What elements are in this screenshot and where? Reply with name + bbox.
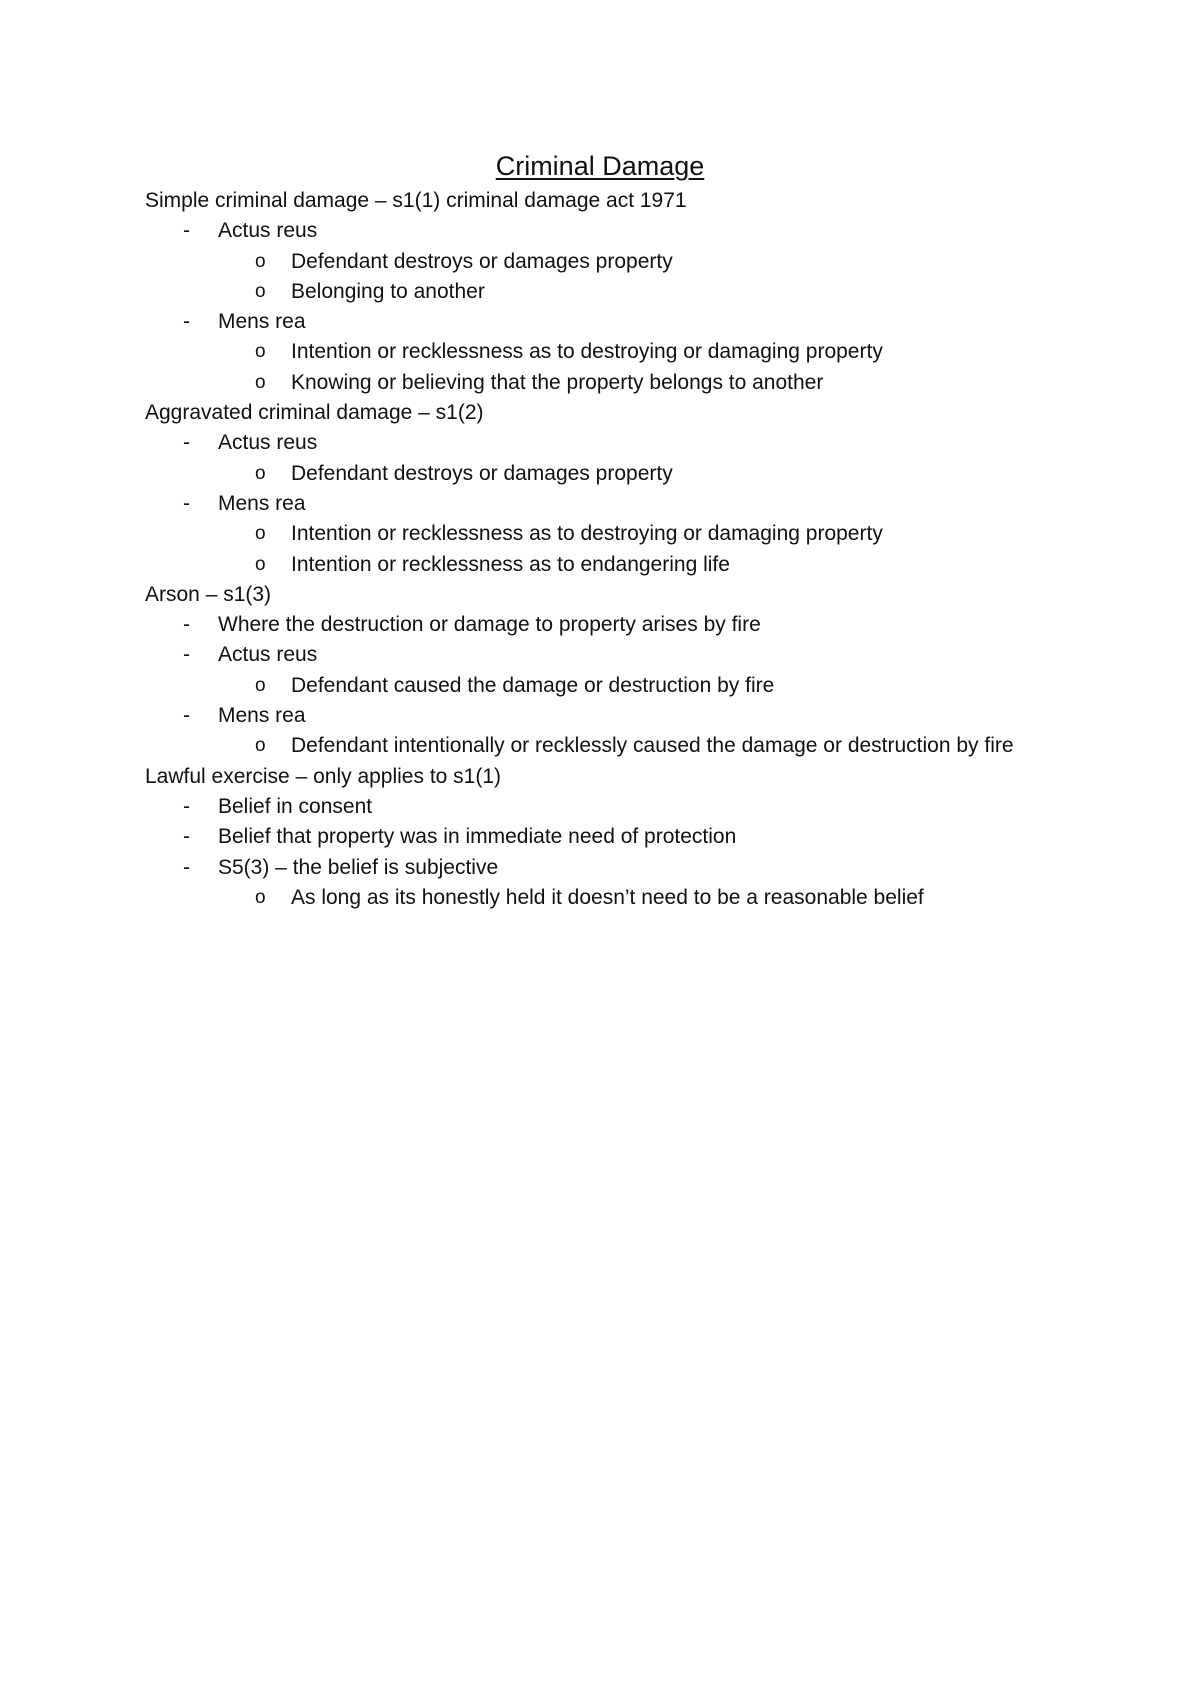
sub-list-item: o Intention or recklessness as to destroying or damaging property [145, 337, 1045, 367]
list-item: - Belief that property was in immediate need of protection [145, 822, 1045, 852]
list-item: - Where the destruction or damage to property arises by fire [145, 610, 1045, 640]
dash-bullet: - [183, 310, 190, 334]
dash-bullet: - [183, 613, 190, 637]
sub-list-item: o Defendant destroys or damages property [145, 247, 1045, 277]
list-item: - Actus reus [145, 216, 1045, 246]
dash-bullet: - [183, 704, 190, 728]
sub-list-item: o Defendant caused the damage or destruction by fire [145, 671, 1045, 701]
circle-bullet: o [255, 674, 266, 696]
sub-list-item: o Defendant intentionally or recklessly caused the damage or destruction by fire [145, 731, 1045, 761]
sub-list-item: o Intention or recklessness as to endangering life [145, 550, 1045, 580]
section-heading: Aggravated criminal damage – s1(2) [145, 401, 484, 425]
circle-bullet: o [255, 250, 266, 272]
sub-list-item: o Knowing or believing that the property belongs to another [145, 368, 1045, 398]
document-body [145, 186, 1045, 913]
section-heading: Arson – s1(3) [145, 582, 272, 606]
section-heading: Lawful exercise – only applies to s1(1) [145, 764, 502, 788]
sub-list-item: o Defendant destroys or damages property [145, 459, 1045, 489]
dash-bullet: - [183, 219, 190, 243]
list-item: - Mens rea [145, 489, 1045, 519]
sub-list-item: o Intention or recklessness as to destroying or damaging property [145, 519, 1045, 549]
page-title: Criminal Damage [495, 151, 705, 181]
dash-bullet: - [183, 491, 190, 515]
dash-bullet: - [183, 643, 190, 667]
circle-bullet: o [255, 886, 266, 908]
list-item: - Mens rea [145, 701, 1045, 731]
dash-bullet: - [183, 431, 190, 455]
list-item: - Actus reus [145, 428, 1045, 458]
circle-bullet: o [255, 371, 266, 393]
sub-list-item: o As long as its honestly held it doesn’t need to be a reasonable belief [145, 883, 1045, 913]
circle-bullet: o [255, 735, 266, 757]
dash-bullet: - [183, 855, 190, 879]
circle-bullet: o [255, 462, 266, 484]
list-item: - Belief in consent [145, 792, 1045, 822]
list-item: - Mens rea [145, 307, 1045, 337]
circle-bullet: o [255, 523, 266, 545]
list-item: - Actus reus [145, 640, 1045, 670]
section-heading: Simple criminal damage – s1(1) criminal damage act 1971 [145, 189, 687, 212]
list-item: - S5(3) – the belief is subjective [145, 853, 1045, 883]
circle-bullet: o [255, 280, 266, 302]
circle-bullet: o [255, 341, 266, 363]
sub-list-item: o Belonging to another [145, 277, 1045, 307]
dash-bullet: - [183, 794, 190, 818]
circle-bullet: o [255, 553, 266, 575]
dash-bullet: - [183, 825, 190, 849]
